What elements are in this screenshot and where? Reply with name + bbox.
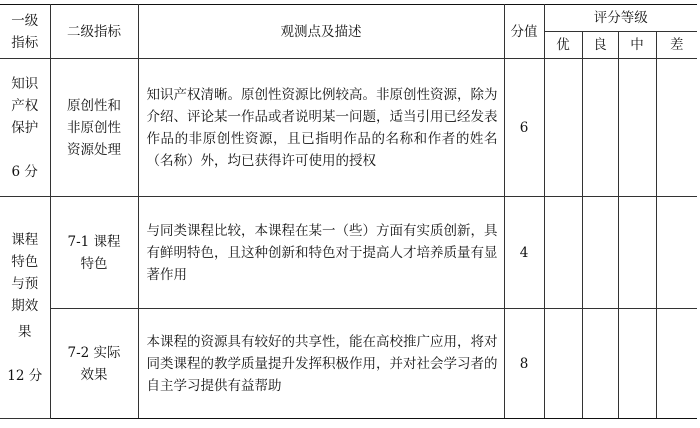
header-level1: 一级 指标 (0, 5, 50, 59)
level1-ip-protection: 知识 产权 保护 6 分 (0, 59, 50, 197)
grade-good: 良 (582, 32, 618, 59)
level2-resource-handling: 原创性和 非原创性 资源处理 (50, 59, 138, 197)
grade-cell (656, 309, 697, 419)
grade-cell (656, 59, 697, 197)
evaluation-rubric-table (0, 4, 697, 419)
description-effect: 本课程的资源具有较好的共享性，能在高校推广应用，将对同类课程的教学质量提升发挥积极作用，并对社会学习者的自主学习提供有益帮助 (138, 309, 504, 419)
grade-cell (618, 197, 656, 309)
grade-cell (544, 197, 582, 309)
grade-excellent: 优 (544, 32, 582, 59)
description-ip: 知识产权清晰。原创性资源比例较高。非原创性资源，除为介绍、评论某一作品或者说明某一问题，适当引用已经发表作品的非原创性资源，且已指明作品的名称和作者的姓名（名称）外，均已获得许可使用的授权 (138, 59, 504, 197)
header-level2: 二级指标 (50, 5, 138, 59)
header-score: 分值 (504, 5, 544, 59)
grade-cell (618, 59, 656, 197)
level2-actual-effect: 7-2 实际 效果 (50, 309, 138, 419)
level2-course-feature: 7-1 课程 特色 (50, 197, 138, 309)
grade-cell (618, 309, 656, 419)
grade-cell (582, 309, 618, 419)
description-feature: 与同类课程比较，本课程在某一（些）方面有实质创新，具有鲜明特色，且这种创新和特色对于提高人才培养质量有显著作用 (138, 197, 504, 309)
grade-average: 中 (618, 32, 656, 59)
grade-cell (544, 59, 582, 197)
score-effect: 8 (504, 309, 544, 419)
header-observation: 观测点及描述 (138, 5, 504, 59)
level1-course-features: 课程 特色 与预 期效 果 12 分 (0, 197, 50, 419)
score-feature: 4 (504, 197, 544, 309)
score-ip: 6 (504, 59, 544, 197)
grade-cell (582, 197, 618, 309)
grade-cell (582, 59, 618, 197)
header-grading: 评分等级 (544, 5, 697, 32)
grade-poor: 差 (656, 32, 697, 59)
grade-cell (656, 197, 697, 309)
grade-cell (544, 309, 582, 419)
